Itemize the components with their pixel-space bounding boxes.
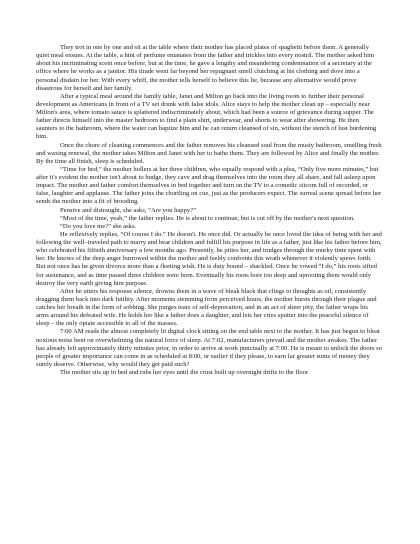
body-text (36, 44, 382, 377)
paragraph: “Most of the time, yeah,” the father replies. He is about to continue, but is cut off by the mother's next question. (60, 214, 355, 222)
paragraph: They trot in one by one and sit at the table where their mother has placed plates of spaghetti before them. A generally quiet meal ensues. At the table, a hint of perfume emanates from the father and trickles into every nostril. The mother asked him about his incriminating scent once before, but at the time, he gave a lengthy and meandering condemnation of a secretary at the office where he works as a janitor. His tirade went far beyond her repugnant smell clutching at his clothing and dove into a personal disdain for her. With every whiff, the mother tells herself to believe this lie, because any alternative would prove disastrous for herself and her family. (36, 44, 375, 92)
paragraph: “Time for bed,” the mother hollers at her three children, who equally respond with a plea, “Only five more minutes,” but after it's evident the mother isn't about to budge, they cave and drag themselves into the room they all share, and fall asleep upon impact. The mother and father comfort themselves in bed together and turn on the TV to a comedic sitcom full of recorded, or false, laughter and applause. The father joins the chortling on cue, just as the producers expect. The surreal scene spread before her sends the mother into a fit of brooding. (36, 165, 382, 206)
paragraph: Pensive and distraught, she asks, “Are you happy?” (60, 206, 197, 214)
paragraph: Once the chore of cleaning commences and the father removes his cleansed soul from the musty bathroom, smelling fresh and waxing renewal, the mother takes Milton and Janet with her to bathe them. They are followed by Alice and finally the mother. By the time all finish, sleep is scheduled. (36, 141, 382, 165)
paragraph: After he utters his response silence, drowns them in a wave of bleak black that clings to thoughts as oil, consistently dragging them back into dark futility. After moments stemming from perceived hours, the mother bursts through their plague and catches her breath in the form of sobbing. She purges tears of self-deprecation, and in an act of sheer pity, the father wraps his arms around his defeated wife. He holds her like a father does a daughter, and lets her cries sputter into the peaceful silence of sleep – the only opiate accessible to all of the masses. (36, 287, 377, 328)
paragraph: 7:00 AM reads the almost completely lit digital clock sitting on the end table next to the mother. It has just begun to bleat noxious noise bent on overwhelming the natural force of sleep. At 7:02, manufacturers prevail and the mother awakes. The father has already left approximately thirty minutes prior, in order to arrive at work punctually at 7:00. He is meant to unlock the doors so people of greater importance can come in as scheduled at 8:00, or earlier if they please, to earn far greater sums of money they surely deserve. Otherwise, why would they get paid such? (36, 328, 383, 368)
paragraph: “Do you love me?” she asks. (60, 222, 137, 230)
paragraph: The mother sits up in bed and rubs her eyes until the crust built up overnight drifts to the floor (60, 369, 309, 376)
paragraph: After a typical meal around the family table, Janet and Milton go back into the living room to further their personal development as Americans in front of a TV set drunk with false idols. Alice stays to help the mother clean up – especially near Milton's area, where tomato sauce is splattered indiscriminately about, which had been a source of grievance during supper. The father directs himself into the master bedroom to find a plain shirt, underwear, and shorts to wear after showering. He then saunters to the bathroom, where the water can baptize him and he can return cleansed of sin, without the stench of lust burdening him. (36, 92, 377, 141)
paragraph: He reflexively replies, “Of course I do.” He doesn't. He once did. Or actually he once loved the idea of being with her and following the well–traveled path to marry and bear children and fulfill his purpose in life as a father, just like his father before him, who celebrated his fiftieth anniversary a few months ago. Presently, he pities her, and trudges through the murky time spent with her. He knows of the deep anger burrowed within the mother and feebly confronts this wrath whenever it violently spews forth. But not once has he given divorce more than a fleeting wish. He is duty bound – shackled. Once he vowed “I do,” his roots sifted for sustenance, and as time passed three children were born. Eventually his roots bore too deep and uprooting them would only destroy the very earth giving him purpose. (36, 230, 382, 287)
